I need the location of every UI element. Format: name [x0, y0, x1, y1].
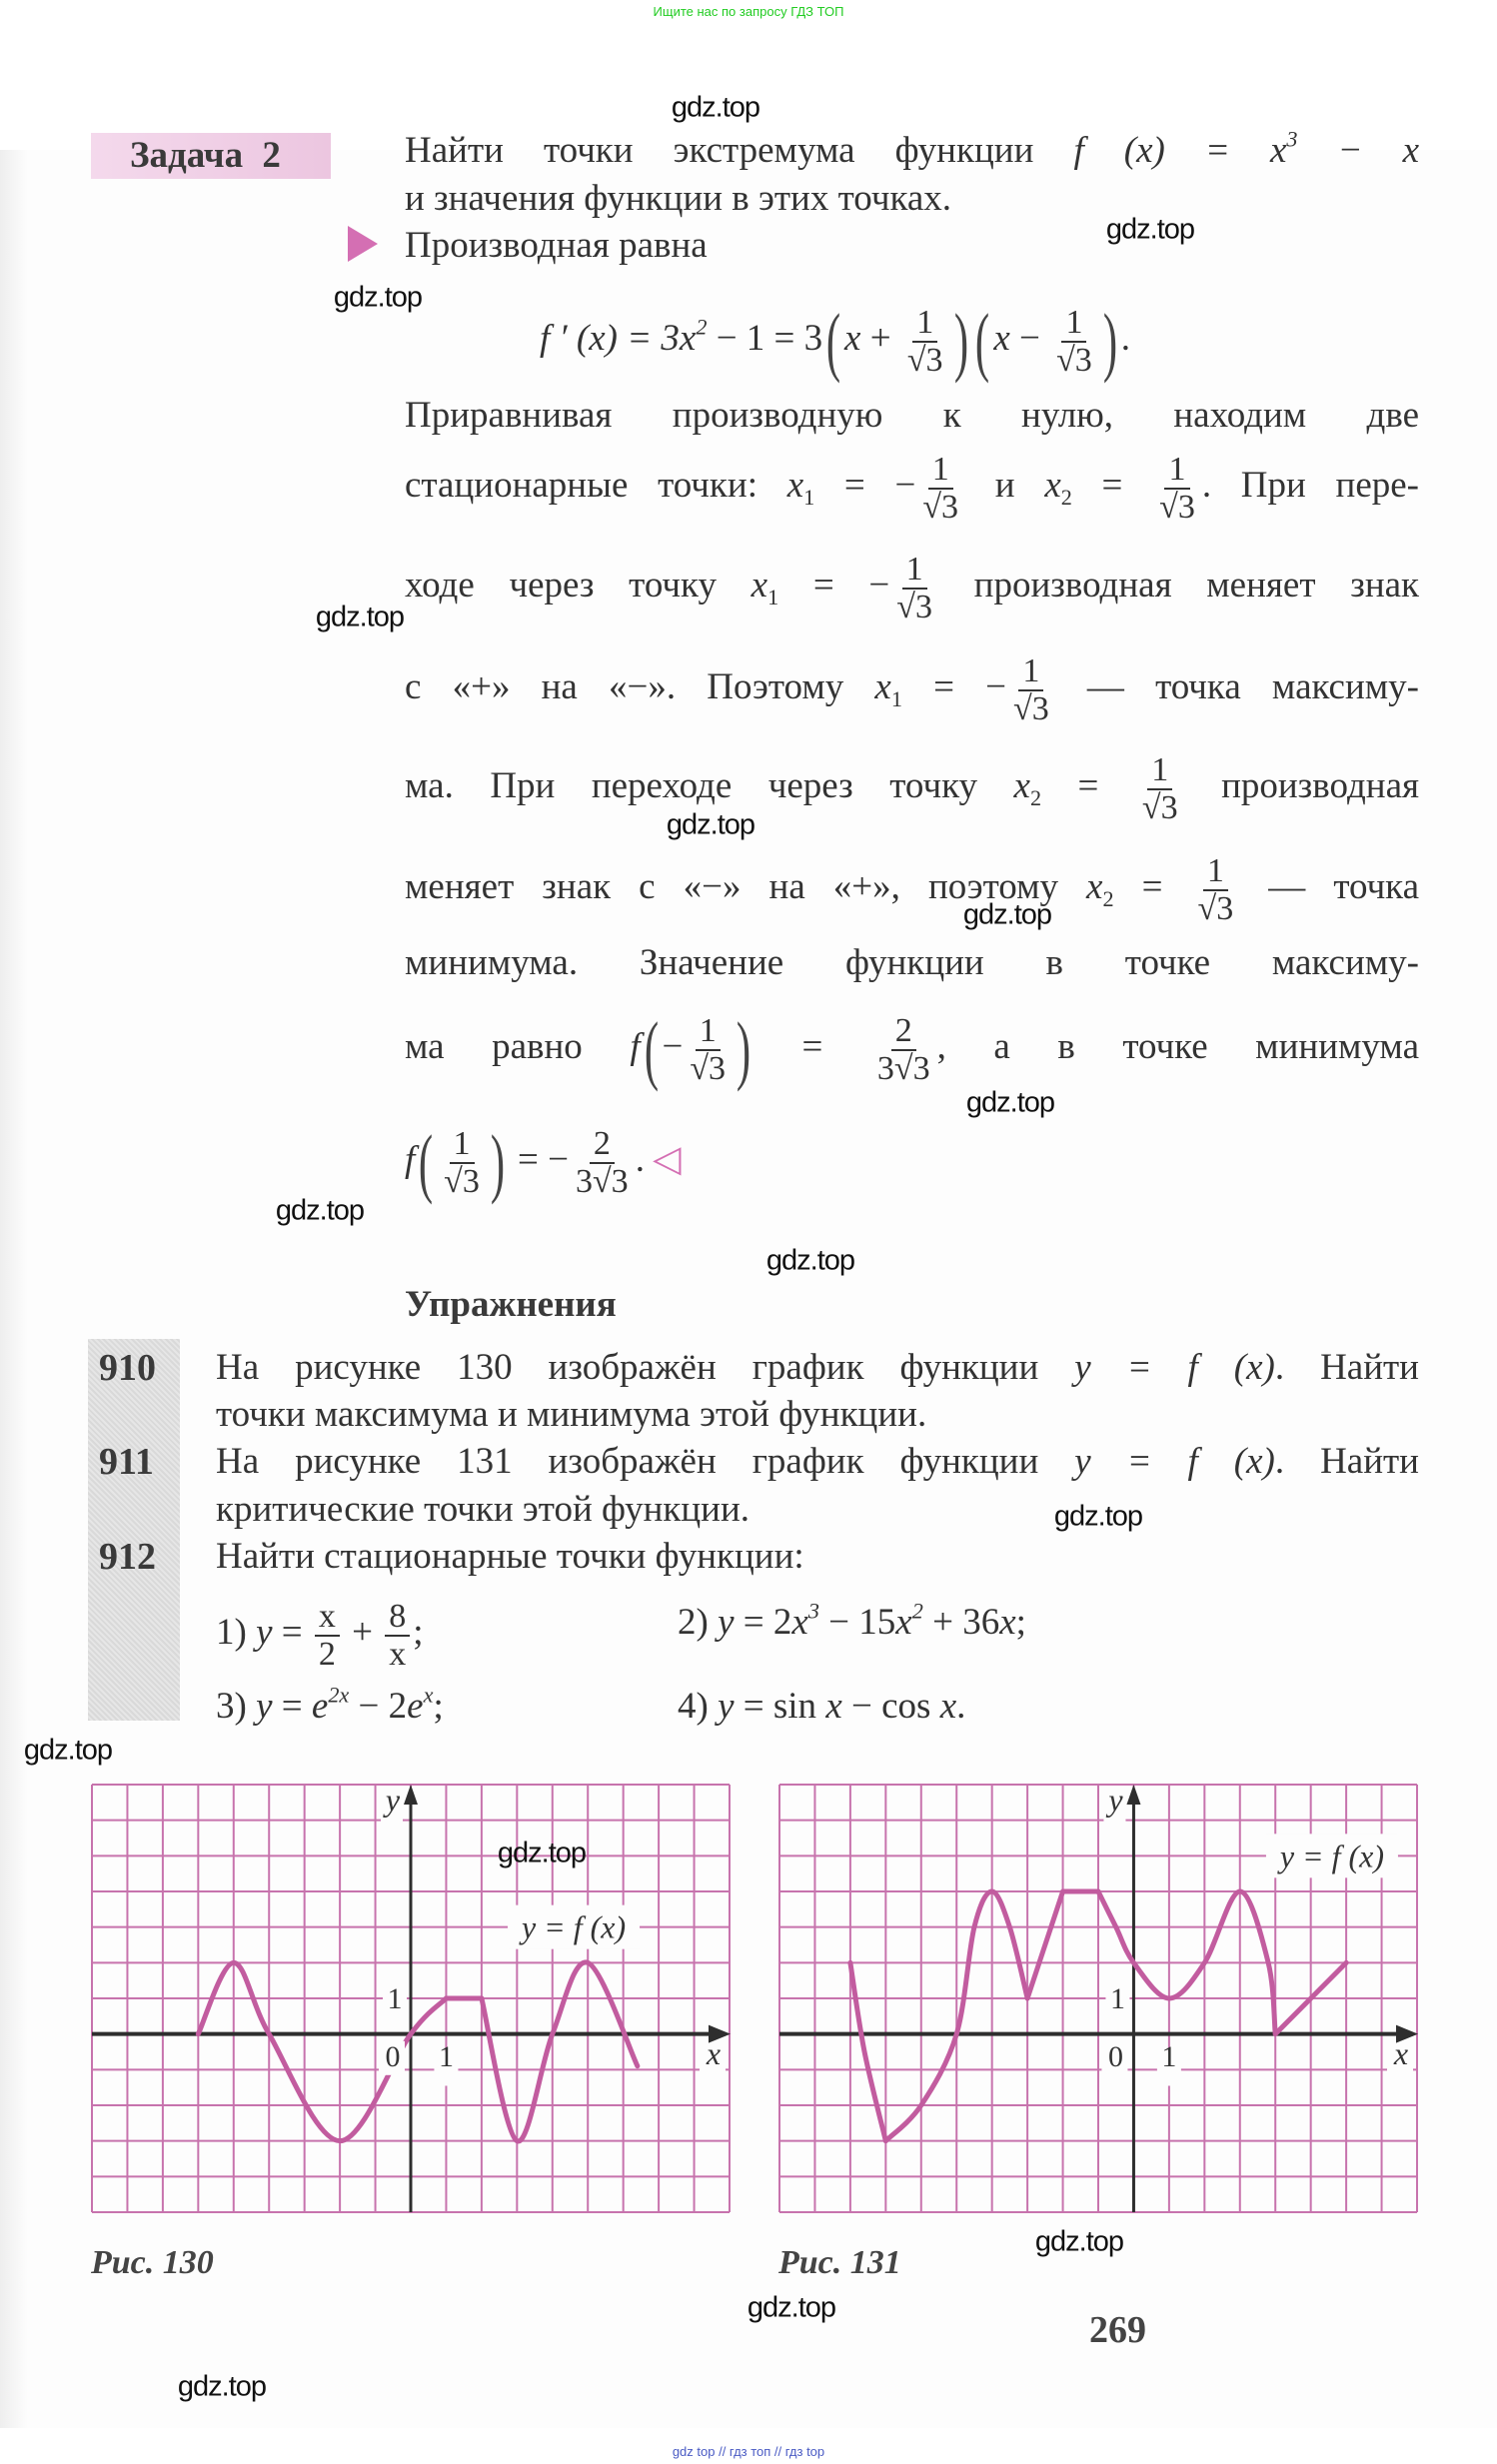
text-run: Найти стационарные точки функции: [216, 1536, 804, 1577]
figure-130-caption: Рис. 130 [91, 2244, 214, 2281]
solution-line-1 [405, 222, 708, 270]
fraction-denominator: √3 [922, 488, 959, 526]
math-variable: x [825, 1686, 842, 1727]
math-variable: y [718, 1602, 735, 1643]
x-axis-label: x [1393, 2034, 1409, 2071]
solution-end-marker-icon: ◁ [652, 1139, 682, 1181]
math-variable: x [895, 1602, 912, 1643]
fraction-numerator: 1 [928, 452, 953, 490]
fraction-denominator: √3 [444, 1162, 480, 1200]
y-axis-label: y [385, 1784, 401, 1818]
origin-label: 0 [1107, 2039, 1123, 2073]
exercise-912-part-1 [216, 1598, 424, 1673]
text-run: 2) [678, 1602, 719, 1643]
fraction-numerator: 1 [902, 552, 927, 590]
text-run: + [860, 318, 900, 360]
math-variable: e [311, 1686, 329, 1727]
text-run: — точка максиму- [1055, 666, 1420, 708]
math-variable: x [1013, 765, 1030, 807]
text-run: На рисунке 130 изображён график функции [216, 1347, 1075, 1388]
function-legend-label: y = f (x) [521, 1908, 627, 1945]
superscript: x [423, 1682, 434, 1708]
watermark: gdz.top [315, 601, 405, 633]
text-run: = sin [734, 1686, 826, 1727]
page-edge-shadow [0, 150, 28, 2428]
math-variable: x [874, 666, 891, 708]
exercise-912-part-2 [678, 1599, 1026, 1647]
fraction [892, 552, 936, 624]
superscript: 2x [328, 1682, 350, 1708]
text-run: = [1071, 465, 1153, 507]
subscript: 2 [1029, 784, 1042, 810]
parenthesis: ) [736, 1006, 751, 1093]
text-run: точки максимума и минимума этой функции. [216, 1394, 927, 1435]
parenthesis: ) [490, 1119, 505, 1206]
text-run: = − [814, 465, 916, 507]
solution-line-4 [405, 551, 1420, 625]
math-variable: y = f (x) [1074, 1347, 1275, 1388]
fraction-numerator: 1 [1164, 452, 1189, 490]
watermark: gdz.top [497, 1837, 587, 1869]
y-axis-label: y [1108, 1784, 1123, 1818]
fraction-numerator: 1 [1147, 752, 1172, 790]
fraction-denominator: √3 [1197, 889, 1234, 927]
text-run: На рисунке 131 изображён график функции [216, 1441, 1075, 1482]
math-variable: x [844, 318, 861, 360]
text-run: Приравнивая производную к нулю, находим две [405, 395, 1419, 436]
text-run: − cos [841, 1686, 940, 1727]
text-run: . [956, 1686, 966, 1727]
parenthesis: ) [1102, 298, 1117, 385]
origin-label: 0 [385, 2039, 401, 2073]
fraction-denominator: √3 [906, 341, 943, 379]
solution-line-5 [405, 652, 1420, 727]
watermark: gdz.top [275, 1194, 365, 1227]
function-curve-segment [850, 1962, 885, 2140]
text-run: = [1041, 765, 1135, 807]
text-run: + 36 [922, 1602, 1000, 1643]
fraction [385, 1599, 410, 1672]
text-run: . Найти [1274, 1347, 1419, 1388]
watermark: gdz.top [965, 1086, 1055, 1119]
fraction-denominator: √3 [1056, 341, 1092, 379]
text-run: критические точки этой функции. [216, 1489, 750, 1530]
parenthesis: ) [953, 298, 968, 385]
y-axis-arrow-icon [1126, 1785, 1140, 1805]
fraction-denominator: x [389, 1635, 407, 1673]
figure-130-graph [91, 1784, 731, 2213]
math-variable: x [791, 1602, 808, 1643]
text-run: = 2 [734, 1602, 792, 1643]
text-run: 4) [678, 1686, 719, 1727]
function-legend-label: y = f (x) [1279, 1838, 1385, 1874]
top-promo-note: Ищите нас по запросу ГДЗ ТОП [653, 4, 844, 19]
text-run: − [1009, 318, 1050, 360]
parenthesis: ( [419, 1119, 434, 1206]
watermark: gdz.top [1105, 213, 1195, 246]
solution-line-8 [405, 939, 1419, 987]
fraction [1194, 853, 1238, 926]
math-variable: f [405, 1139, 416, 1181]
parenthesis: ( [975, 298, 990, 385]
solution-start-marker-icon [348, 226, 378, 262]
fraction-numerator: 8 [385, 1599, 410, 1637]
math-variable: x [993, 318, 1010, 360]
math-variable: y [718, 1686, 735, 1727]
fraction-denominator: 2 [318, 1635, 336, 1673]
superscript: 2 [696, 314, 708, 340]
text-run: ма равно [405, 1026, 631, 1068]
fraction-denominator: √3 [690, 1049, 727, 1087]
text-run: , а в точке минимума [936, 1026, 1420, 1068]
fraction [873, 1013, 934, 1086]
fraction [686, 1013, 730, 1086]
text-run: 3) [216, 1686, 257, 1727]
fraction-numerator: 2 [590, 1126, 615, 1164]
fraction-denominator: √3 [1013, 689, 1049, 727]
exercise-910-line-1 [216, 1344, 1419, 1392]
fraction-numerator: 1 [450, 1126, 475, 1164]
text-run: — точка [1240, 866, 1420, 908]
function-curve-segment [482, 1962, 638, 2141]
text-run: . При пере- [1201, 465, 1420, 507]
fraction-denominator: √3 [896, 588, 932, 625]
fraction [903, 305, 947, 378]
text-run: производная [1184, 765, 1420, 807]
function-curve-segment [198, 1962, 446, 2140]
footer-note: gdz top // гдз топ // гдз top [672, 2444, 825, 2459]
x-unit-label: 1 [1161, 2039, 1177, 2073]
exercise-number-911: 911 [99, 1441, 154, 1483]
parenthesis: ( [825, 298, 841, 385]
text-run: и значения функции в этих точках. [405, 178, 952, 219]
solution-line-3 [405, 451, 1420, 526]
fraction-numerator: 2 [891, 1013, 916, 1051]
fraction [1009, 653, 1053, 726]
watermark: gdz.top [1053, 1500, 1143, 1533]
solution-line-9 [405, 1006, 1420, 1093]
text-run: − [662, 1026, 684, 1068]
superscript: 3 [1286, 126, 1298, 152]
text-run: минимума. Значение функции в точке максиму- [405, 942, 1419, 983]
parenthesis: ( [644, 1006, 659, 1093]
fraction [1138, 752, 1182, 825]
watermark: gdz.top [747, 2291, 836, 2324]
subscript: 2 [1060, 484, 1072, 510]
fraction-numerator: 1 [1061, 305, 1086, 343]
subscript: 2 [1102, 885, 1114, 911]
text-run: − 15 [818, 1602, 896, 1643]
subscript: 1 [767, 584, 779, 610]
fraction-numerator: 1 [912, 305, 937, 343]
exercise-912-part-3 [216, 1683, 444, 1731]
watermark: gdz.top [23, 1734, 113, 1767]
text-run: стационарные точки: [405, 465, 787, 507]
derivative-formula [540, 298, 1130, 385]
task-line-2 [405, 175, 951, 223]
fraction-denominator: √3 [1141, 788, 1178, 826]
fraction [1155, 452, 1199, 525]
fraction-numerator: 1 [1203, 853, 1228, 891]
task-title: Задача 2 [130, 135, 281, 176]
text-run: = [1113, 866, 1191, 908]
watermark: gdz.top [765, 1244, 855, 1277]
text-run: − 2 [349, 1686, 408, 1727]
y-unit-label: 1 [387, 1982, 403, 2015]
watermark: gdz.top [1034, 2225, 1124, 2258]
text-run: и [965, 465, 1045, 507]
text-run: . [635, 1139, 645, 1181]
math-variable: x [1086, 866, 1103, 908]
math-variable: x [786, 465, 804, 507]
math-variable: − x [1297, 130, 1419, 171]
watermark: gdz.top [666, 808, 755, 841]
fraction-numerator: 1 [696, 1013, 721, 1051]
math-variable: f (x) = x [1073, 130, 1287, 171]
math-variable: e [407, 1686, 424, 1727]
exercise-912-line-1 [216, 1533, 804, 1581]
fraction [1052, 305, 1096, 378]
exercises-heading: Упражнения [405, 1284, 617, 1325]
math-variable: y = f (x) [1074, 1441, 1275, 1482]
exercise-911-line-2 [216, 1486, 749, 1534]
task-line-1 [405, 127, 1419, 175]
watermark: gdz.top [962, 898, 1052, 931]
text-run: меняет знак с «−» на «+», поэтому [405, 866, 1087, 908]
fraction-denominator: √3 [1159, 488, 1195, 526]
text-run: . Найти [1274, 1441, 1419, 1482]
superscript: 3 [807, 1598, 819, 1624]
y-unit-label: 1 [1109, 1982, 1125, 2015]
subscript: 1 [803, 484, 815, 510]
fraction [440, 1126, 484, 1199]
text-run: Найти точки экстремума функции [405, 130, 1074, 171]
watermark: gdz.top [333, 281, 423, 314]
text-run: . [1120, 318, 1130, 360]
subscript: 1 [890, 685, 902, 711]
text-run: = [753, 1026, 870, 1068]
figure-131-graph [778, 1784, 1418, 2213]
text-run: ходе через точку [405, 565, 751, 607]
text-run: = − [508, 1139, 569, 1181]
text-run: ; [413, 1612, 424, 1654]
math-variable: x [750, 565, 768, 607]
fraction-denominator: 3√3 [876, 1049, 930, 1087]
page-number: 269 [1089, 2309, 1146, 2351]
watermark: gdz.top [671, 91, 760, 124]
superscript: 2 [911, 1598, 923, 1624]
min-value-formula [405, 1119, 645, 1206]
text-run: Производная равна [405, 225, 708, 266]
text-run: = [272, 1612, 312, 1654]
exercise-number-910: 910 [99, 1347, 156, 1389]
x-axis-label: x [706, 2034, 722, 2071]
math-variable: x [999, 1602, 1016, 1643]
fraction-denominator: 3√3 [575, 1162, 629, 1200]
text-run: + [342, 1612, 383, 1654]
exercise-number-bar [88, 1339, 180, 1721]
fraction [572, 1126, 633, 1199]
math-variable: x [1044, 465, 1061, 507]
text-run: = − [778, 565, 890, 607]
exercise-911-line-1 [216, 1438, 1419, 1486]
text-run: − 1 = 3 [707, 318, 823, 360]
fraction [315, 1599, 340, 1672]
figure-131-caption: Рис. 131 [778, 2244, 901, 2281]
x-unit-label: 1 [438, 2039, 454, 2073]
text-run: производная меняет знак [938, 565, 1420, 607]
text-run: с «+» на «−». Поэтому [405, 666, 875, 708]
solution-line-10 [405, 1119, 682, 1206]
math-variable: y [256, 1686, 273, 1727]
solution-line-2 [405, 392, 1419, 440]
fraction [918, 452, 962, 525]
text-run: = − [901, 666, 1007, 708]
text-run: = [272, 1686, 312, 1727]
fraction-numerator: x [315, 1599, 340, 1637]
exercise-910-line-2 [216, 1391, 926, 1439]
math-variable: y [256, 1612, 273, 1654]
watermark: gdz.top [177, 2370, 267, 2403]
fraction-numerator: 1 [1018, 653, 1043, 691]
math-variable: f [630, 1026, 641, 1068]
text-run: ; [433, 1686, 444, 1727]
exercise-number-912: 912 [99, 1536, 156, 1578]
math-variable: f ′ (x) = 3x [540, 318, 697, 360]
y-axis-arrow-icon [404, 1785, 418, 1805]
exercise-912-part-4 [678, 1683, 965, 1731]
math-variable: x [939, 1686, 957, 1727]
text-run: 1) [216, 1612, 257, 1654]
text-run: ; [1015, 1602, 1026, 1643]
text-run: ма. При переходе через точку [405, 765, 1014, 807]
